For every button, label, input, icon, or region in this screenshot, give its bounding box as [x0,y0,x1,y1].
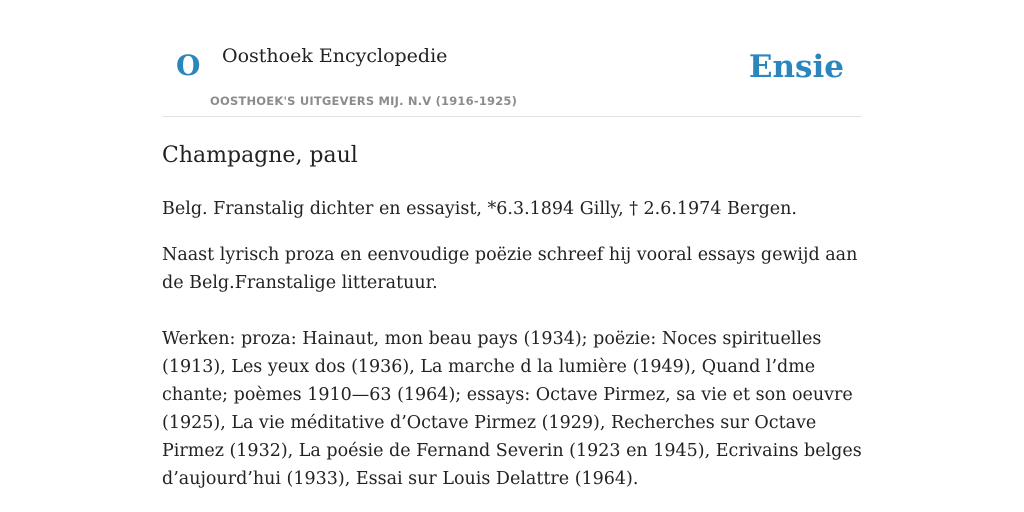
entry-title: Champagne, paul [162,143,358,168]
entry-definition: Belg. Franstalig dichter en essayist, *6.3.1894 Gilly, † 2.6.1974 Bergen. [162,199,797,219]
site-logo[interactable]: O [176,49,201,82]
entry-works: Werken: proza: Hainaut, mon beau pays (1934); poëzie: Noces spirituelles (1913), Les yeux dos (1936), La marche d la lumière (1949), Quand l’dme chante; poèmes 1910—63 (1964); essays: Octave Pirmez, sa vie et son oeuvre (1925), La vie méditative d’Octave Pirmez (1929), Recherches sur Octave Pirmez (1932), La poésie de Fernand Severin (1923 en 1945), Ecrivains belges d’aujourd’hui (1933), Essai sur Louis Delattre (1964). [162,329,862,489]
entry-description: Naast lyrisch proza en eenvoudige poëzie schreef hij vooral essays gewijd aan de Belg.Franstalige litteratuur. [162,245,858,293]
site-title[interactable]: Oosthoek Encyclopedie [222,45,448,67]
brand-logo[interactable]: Ensie [748,49,844,85]
publisher-subtitle: OOSTHOEK'S UITGEVERS MIJ. N.V (1916-1925) [210,94,518,108]
page-content [162,0,862,493]
site-header [162,0,862,117]
